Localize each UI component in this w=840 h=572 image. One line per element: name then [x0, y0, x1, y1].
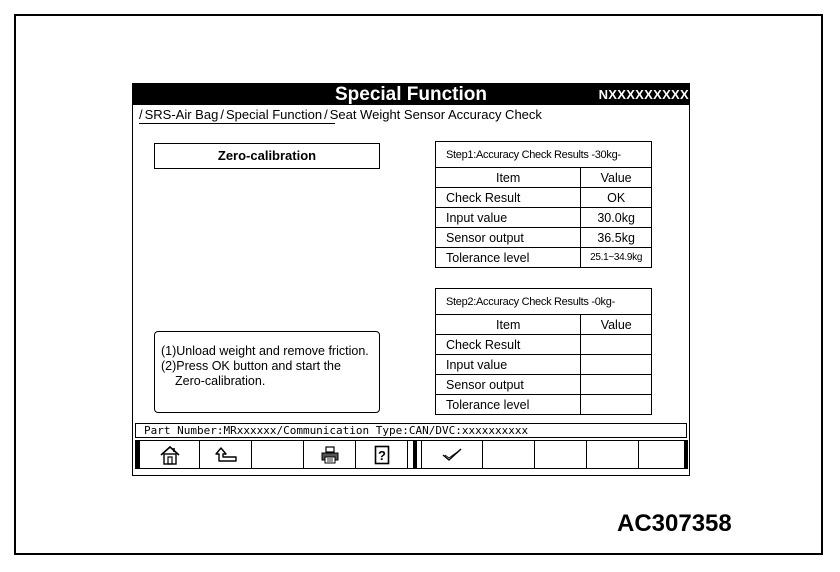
toolbar-right-edge: [685, 440, 688, 469]
step1-item: Tolerance level: [436, 248, 581, 268]
table-row: [436, 188, 652, 208]
step1-caption: Step1:Accuracy Check Results -30kg-: [436, 142, 652, 168]
breadcrumb-special-function[interactable]: Special Function: [225, 107, 323, 122]
table-row: [436, 395, 652, 415]
step2-item: Check Result: [436, 335, 581, 355]
step2-results-table: [435, 288, 652, 415]
table-row: [436, 208, 652, 228]
help-button[interactable]: [356, 441, 408, 468]
step1-value: 36.5kg: [581, 228, 652, 248]
blank-button[interactable]: [252, 441, 304, 468]
home-icon: [159, 445, 181, 465]
svg-text:?: ?: [377, 447, 386, 463]
home-button[interactable]: [140, 441, 200, 468]
table-row: [436, 375, 652, 395]
instruction-line-2: (2)Press OK button and start the: [161, 359, 341, 373]
toolbar-right: [421, 440, 685, 469]
step1-item: Sensor output: [436, 228, 581, 248]
step2-item: Input value: [436, 355, 581, 375]
breadcrumb: / SRS-Air Bag / Special Function / Seat Weight Sensor Accuracy Check: [139, 107, 542, 122]
step1-header-value: Value: [581, 168, 652, 188]
instruction-box: [154, 331, 380, 413]
step2-value: [581, 355, 652, 375]
table-row: [436, 228, 652, 248]
back-button[interactable]: [200, 441, 252, 468]
step2-value: [581, 335, 652, 355]
step2-caption: Step2:Accuracy Check Results -0kg-: [436, 289, 652, 315]
blank-button[interactable]: [408, 441, 413, 468]
step1-results-table: [435, 141, 652, 268]
step1-item: Check Result: [436, 188, 581, 208]
breadcrumb-srs-air-bag[interactable]: SRS-Air Bag: [144, 107, 219, 122]
breadcrumb-seat-weight-sensor: Seat Weight Sensor Accuracy Check: [329, 107, 542, 122]
table-row: [436, 355, 652, 375]
print-button[interactable]: [304, 441, 356, 468]
toolbar-left: [139, 440, 414, 469]
step1-value: OK: [581, 188, 652, 208]
blank-button[interactable]: [483, 441, 535, 468]
blank-button[interactable]: [587, 441, 639, 468]
scan-tool-screen: [132, 83, 690, 476]
breadcrumb-underline: [139, 123, 335, 124]
vin-label: NXXXXXXXXX: [598, 87, 689, 102]
step1-value: 30.0kg: [581, 208, 652, 228]
back-arrow-icon: [213, 445, 239, 465]
step2-item: Sensor output: [436, 375, 581, 395]
table-row: [436, 248, 652, 268]
ok-button[interactable]: [422, 441, 483, 468]
check-icon: [441, 447, 463, 463]
step2-header-item: Item: [436, 315, 581, 335]
page-title: Special Function: [334, 84, 488, 105]
title-bar: [133, 84, 689, 105]
step2-value: [581, 395, 652, 415]
blank-button[interactable]: [535, 441, 587, 468]
step2-value: [581, 375, 652, 395]
zero-calibration-label: Zero-calibration: [154, 143, 380, 169]
blank-button[interactable]: [639, 441, 684, 468]
instruction-line-3: Zero-calibration.: [175, 374, 266, 388]
step2-header-value: Value: [581, 315, 652, 335]
step1-header-item: Item: [436, 168, 581, 188]
figure-code: AC307358: [617, 510, 732, 537]
printer-icon: [320, 445, 340, 465]
status-bar: Part Number:MRxxxxxx/Communication Type:CAN/DVC:xxxxxxxxxx: [135, 423, 687, 438]
step1-item: Input value: [436, 208, 581, 228]
step1-value: 25.1~34.9kg: [581, 248, 652, 268]
step2-item: Tolerance level: [436, 395, 581, 415]
instruction-line-1: (1)Unload weight and remove friction.: [161, 344, 369, 358]
table-row: [436, 335, 652, 355]
help-icon: [374, 445, 390, 465]
